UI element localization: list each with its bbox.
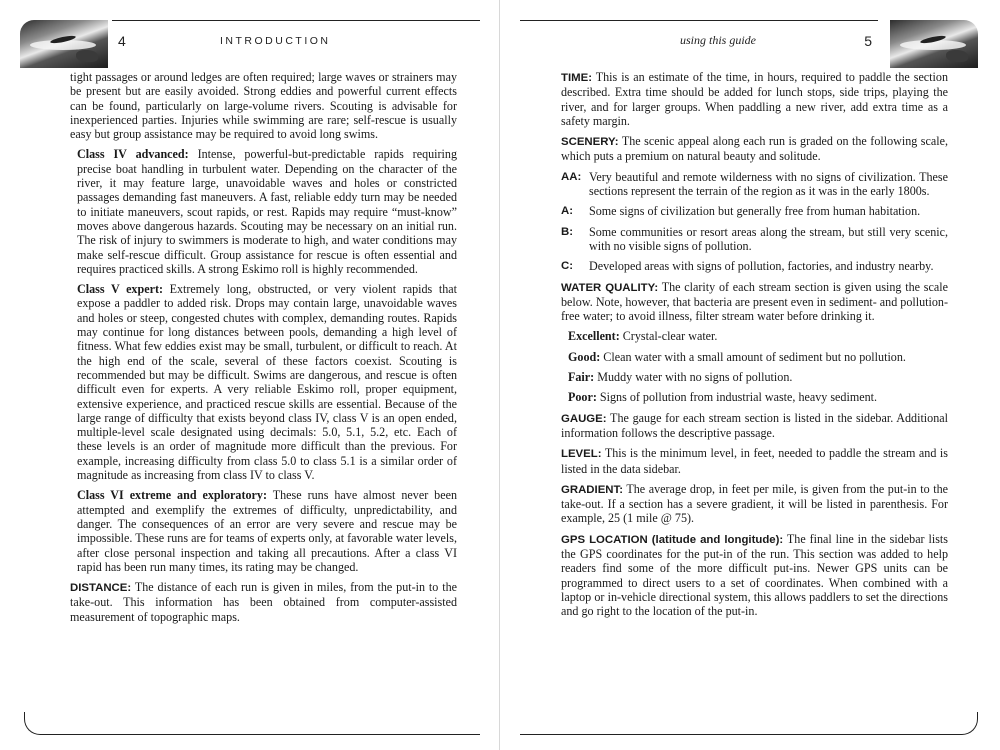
class-v-text: Extremely long, obstructed, or very violent rapids that expose a paddler to added risk. Drops may contain large, unavoidable waves and holes or steep, congested chutes with complex, demanding routes. Rapids may continue for long distances between pools, demanding a high level of fitness. What few eddies exist may be small, turbulent, or difficult to reach. At the high end of the scale, several of these factors coexist. Scouting is recommended but may be difficult. Swims are dangerous, and rescue is often difficult even for experts. A very reliable Eskimo roll, proper equipment, extensive experience, and practiced rescue skills are essential. Because of the large range of difficulty that exists beyond class IV, class V is an open ended, multiple-level scale designated using decimals: 5.0, 5.1, 5.2, etc. Each of these levels is an order of magnitude more difficult than the previous. For example, increasing difficulty from class 5.0 to class 5.1 is a similar order of magnitude as increasing from class IV to class V. (77, 282, 457, 483)
quality-grade-key: Fair: (568, 370, 595, 385)
header-rule (112, 20, 480, 21)
left-header (20, 20, 480, 68)
distance-label: DISTANCE: (70, 582, 132, 595)
gps-label: GPS LOCATION (latitude and longitude): (561, 533, 784, 546)
quality-grade-text: Muddy water with no signs of pollution. (594, 370, 793, 385)
distance-paragraph (70, 580, 457, 624)
class-v-label: Class V expert: (77, 282, 163, 297)
running-head: using this guide (680, 33, 757, 47)
scenery-grade-row (561, 170, 948, 199)
quality-grade-key: Excellent: (568, 329, 620, 344)
scenery-text: The scenic appeal along each run is graded on the following scale, which puts a premium on natural beauty and solitude. (561, 134, 948, 164)
distance-text: The distance of each run is given in miles, from the put-in to the take-out. This information has been obtained from computer-assisted measurement of topographic maps. (70, 580, 457, 624)
scenery-grade-row (561, 204, 948, 218)
right-header (520, 20, 978, 68)
gauge-paragraph (561, 411, 948, 441)
gps-text: The final line in the sidebar lists the GPS coordinates for the put-in of the run. This section was added to help readers find some of the more difficult put-ins. Newer GPS units can be programmed to direct users to a set of coordinates. When combined with a laptop or in-vehicle directional system, this allows paddlers to set the directions and go right to the location of the put-in. (561, 531, 948, 619)
continuation-paragraph: tight passages or around ledges are often required; large waves or strainers may be present but are easily avoided. Strong eddies and powerful current effects can be found, particularly on large-volume rivers. Scouting is advisable for inexperienced parties. Injuries while swimming are rare; self-rescue is usually easy but group assistance may be required to avoid long swims. (70, 70, 457, 142)
class-vi-paragraph (70, 488, 457, 574)
gauge-text: The gauge for each stream section is listed in the sidebar. Additional information follows the descriptive passage. (561, 410, 948, 440)
quality-grade-row (561, 329, 948, 343)
page-number: 4 (118, 33, 126, 49)
quality-grade-row (561, 390, 948, 404)
scenery-label: SCENERY: (561, 136, 619, 149)
quality-grade-row (561, 370, 948, 384)
page-number: 5 (864, 33, 872, 49)
time-paragraph (561, 70, 948, 128)
quality-grade-text: Clean water with a small amount of sediment but no pollution. (600, 349, 906, 364)
class-v-paragraph (70, 282, 457, 482)
gauge-label: GAUGE: (561, 412, 607, 425)
time-label: TIME: (561, 72, 593, 84)
scenery-grade-text: Some communities or resort areas along the stream, but still very scenic, with no visible signs of pollution. (589, 224, 948, 253)
scenery-grade-text: Some signs of civilization but generally free from human habitation. (589, 204, 921, 219)
class-iv-label: Class IV advanced: (77, 147, 189, 162)
scenery-grade-row (561, 259, 948, 273)
water-quality-paragraph (561, 280, 948, 324)
class-iv-text: Intense, powerful-but-predictable rapids requiring precise boat handling in turbulent water. Depending on the character of the river, it may feature large, unavoidable waves and holes or constricted passages demanding fast maneuvers. A fast, reliable eddy turn may be needed to initiate maneuvers, scout rapids, or rest. Rapids may require “must-know” moves above dangerous hazards. Scouting may be necessary on an initial run. The risk of injury to swimmers is moderate to high, and water conditions may make self-rescue difficult. Group assistance for rescue is often essential and requires practiced skills. A strong Eskimo roll is highly recommended. (77, 147, 458, 276)
right-footer-rule (520, 712, 978, 735)
scenery-grade-key: AA: (561, 170, 582, 183)
scenery-grade-text: Developed areas with signs of pollution, factories, and industry nearby. (589, 259, 934, 274)
class-vi-text: These runs have almost never been attempted and exemplify the extremes of difficulty, unpredictability, and danger. The consequences of an error are very severe and rescue may be impossible. These runs are for teams of experts only, at favorable water levels, after close personal inspection and taking all precautions. After a class VI rapid has been run many times, its rating may be changed. (77, 488, 458, 574)
level-label: LEVEL: (561, 448, 602, 461)
quality-grade-row (561, 350, 948, 364)
time-text: This is an estimate of the time, in hours, required to paddle the section described. Extra time should be added for lunch stops, side trips, playing the river, and for larger groups. When paddling a new river, add extra time as a safety margin. (561, 70, 948, 128)
level-text: This is the minimum level, in feet, needed to paddle the stream and is listed in the data sidebar. (561, 446, 948, 476)
scenery-grade-key: B: (561, 225, 574, 238)
scenery-grade-key: A: (561, 205, 574, 218)
scenery-paragraph (561, 134, 948, 164)
quality-grade-key: Poor: (568, 390, 597, 405)
left-footer-rule (24, 712, 480, 735)
right-body-text (561, 70, 948, 625)
quality-grade-key: Good: (568, 349, 601, 364)
river-photo-thumbnail (890, 20, 978, 68)
gradient-paragraph (561, 482, 948, 526)
river-photo-thumbnail (20, 20, 108, 68)
scenery-grade-key: C: (561, 260, 574, 273)
gradient-text: The average drop, in feet per mile, is given from the put-in to the take-out. If a section has a severe gradient, it will be listed in parenthesis. For example, 25 (1 mile @ 75). (561, 481, 948, 526)
gps-paragraph (561, 532, 948, 619)
scenery-grade-row (561, 225, 948, 254)
scenery-grade-text: Very beautiful and remote wilderness with no signs of civilization. These sections represent the terrain of the region as it was in the early 1800s. (589, 169, 948, 199)
gradient-label: GRADIENT: (561, 483, 624, 496)
water-quality-text: The clarity of each stream section is given using the scale below. Note, however, that bacteria are present even in sediment- and pollution-free water; to avoid illness, filter stream water before drinking it. (561, 279, 948, 324)
level-paragraph (561, 446, 948, 476)
class-vi-label: Class VI extreme and exploratory: (77, 488, 267, 503)
quality-grade-text: Crystal-clear water. (619, 329, 718, 344)
chapter-title: INTRODUCTION (220, 35, 331, 47)
water-quality-label: WATER QUALITY: (561, 281, 659, 294)
header-rule (520, 20, 878, 21)
quality-grade-text: Signs of pollution from industrial waste, heavy sediment. (596, 390, 878, 405)
right-page (500, 0, 1000, 750)
class-iv-paragraph (70, 147, 457, 276)
left-body-text (70, 70, 457, 630)
